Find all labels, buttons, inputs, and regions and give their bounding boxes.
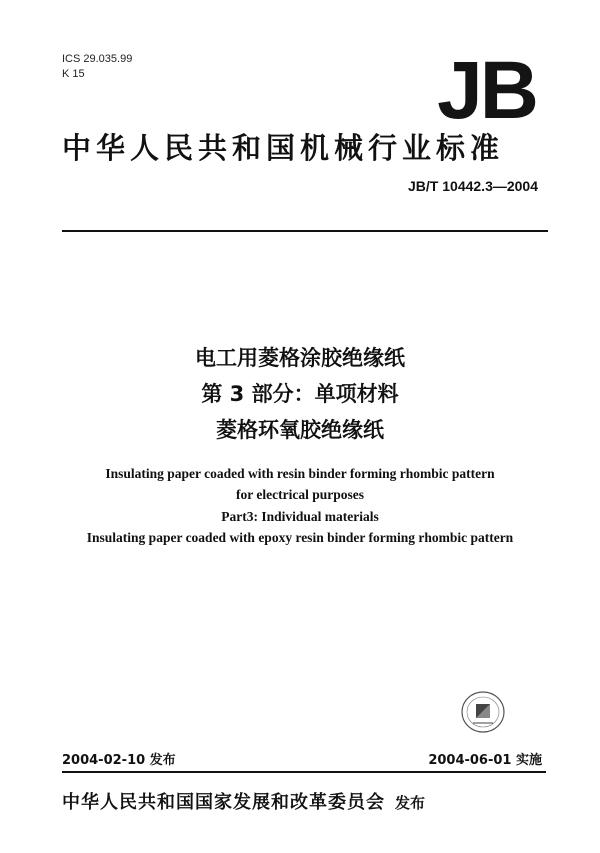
header-divider xyxy=(62,230,548,232)
jb-logo-text: JB xyxy=(437,48,536,124)
publisher-name: 中华人民共和国国家发展和改革委员会 xyxy=(62,792,385,813)
standard-code: JB/T 10442.3—2004 xyxy=(408,178,538,194)
classification-block xyxy=(62,52,132,82)
title-en-line-2: for electrical purposes xyxy=(236,487,364,502)
title-cn-line-3: 菱格环氧胶绝缘纸 xyxy=(216,418,384,442)
effective-date: 2004-06-01 实施 xyxy=(428,753,542,768)
issue-date: 2004-02-10 发布 xyxy=(62,753,176,768)
title-cn-line-2: 第 3 部分：单项材料 xyxy=(201,382,399,406)
publisher-suffix: 发布 xyxy=(395,794,426,812)
title-en-line-4: Insulating paper coaded with epoxy resin binder forming rhombic pattern xyxy=(86,530,514,545)
footer-divider xyxy=(62,771,546,773)
ics-code: ICS 29.035.99 xyxy=(62,53,133,65)
title-en-line-3: Part3: Individual materials xyxy=(221,509,379,524)
jb-logo xyxy=(398,48,538,124)
publisher-line xyxy=(62,788,542,814)
org-title: 中华人民共和国机械行业标准 xyxy=(62,131,505,165)
title-cn-line-1: 电工用菱格涂胶绝缘纸 xyxy=(195,346,405,370)
publisher-seal-icon xyxy=(460,690,506,734)
title-en-line-1: Insulating paper coaded with resin binder forming rhombic pattern xyxy=(105,466,495,481)
class-code: K 15 xyxy=(62,68,85,80)
